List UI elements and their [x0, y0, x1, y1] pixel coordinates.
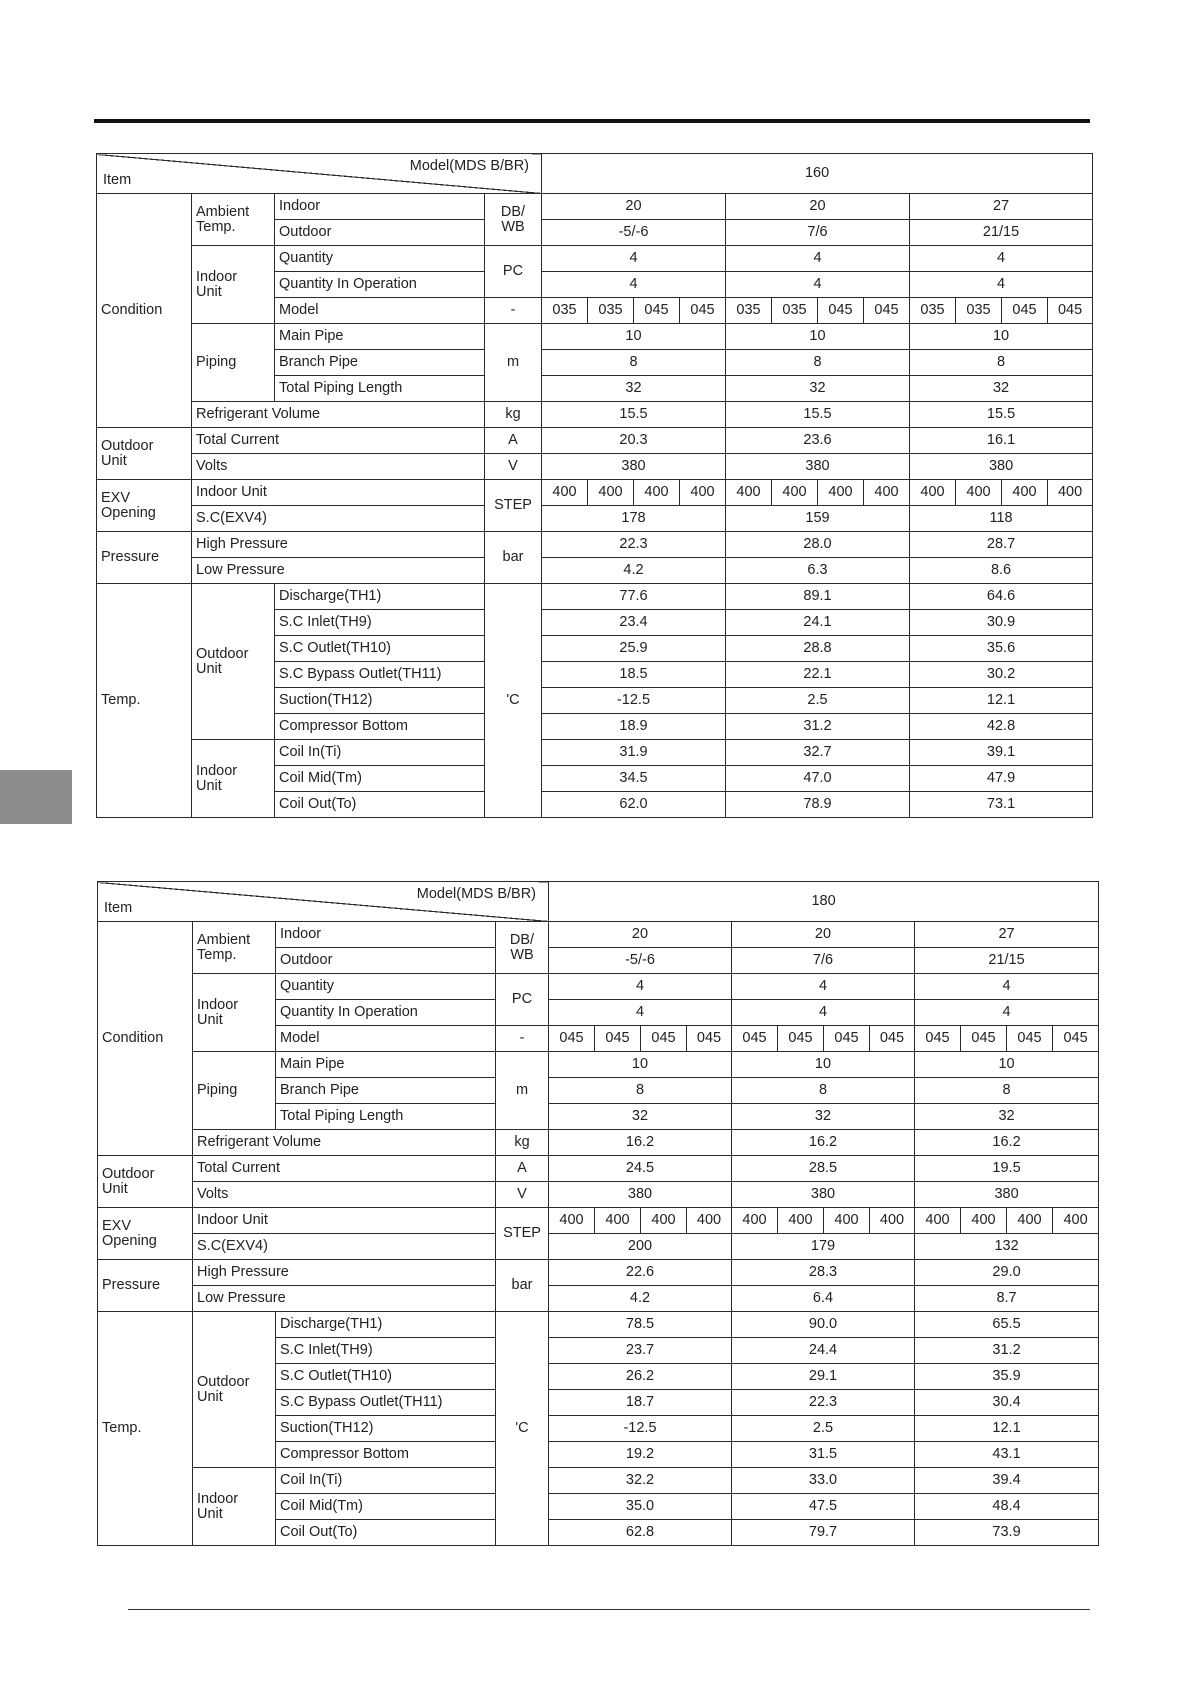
value-cell: 30.2: [910, 662, 1093, 688]
row-label-coil-in: Coil In(Ti): [276, 1468, 496, 1494]
row-label-model: Model: [276, 1026, 496, 1052]
value-cell: 31.9: [542, 740, 726, 766]
group-temp-indoor-unit: Indoor Unit: [192, 740, 275, 818]
group-exv-opening: EXV Opening: [98, 1208, 193, 1260]
exv-cell: 400: [641, 1208, 687, 1234]
row-label-suction: Suction(TH12): [275, 688, 485, 714]
row-label-quantity: Quantity: [276, 974, 496, 1000]
value-cell: 23.6: [726, 428, 910, 454]
value-cell: 30.4: [915, 1390, 1099, 1416]
row-label-volts: Volts: [193, 1182, 496, 1208]
model-cell: 045: [915, 1026, 961, 1052]
unit-bar: bar: [485, 532, 542, 584]
value-cell: -12.5: [542, 688, 726, 714]
value-cell: 29.0: [915, 1260, 1099, 1286]
value-cell: 32: [732, 1104, 915, 1130]
value-cell: 4.2: [542, 558, 726, 584]
unit-a: A: [496, 1156, 549, 1182]
item-header-label: Item: [104, 899, 133, 916]
value-cell: 16.2: [915, 1130, 1099, 1156]
row-label-low-pressure: Low Pressure: [193, 1286, 496, 1312]
row-label-discharge: Discharge(TH1): [275, 584, 485, 610]
item-header-label: Item: [103, 171, 132, 188]
row-label-branch-pipe: Branch Pipe: [276, 1078, 496, 1104]
value-cell: 18.5: [542, 662, 726, 688]
model-cell: 045: [687, 1026, 732, 1052]
item-model-header: [97, 154, 542, 194]
value-cell: 77.6: [542, 584, 726, 610]
capacity-header: 180: [549, 882, 1099, 922]
group-condition: Condition: [97, 194, 192, 428]
exv-cell: 400: [634, 480, 680, 506]
model-cell: 045: [1048, 298, 1093, 324]
model-header-label: Model(MDS B/BR): [409, 158, 529, 174]
value-cell: 10: [542, 324, 726, 350]
value-cell: 7/6: [732, 948, 915, 974]
model-header-label: Model(MDS B/BR): [416, 886, 536, 902]
value-cell: 20: [732, 922, 915, 948]
value-cell: 16.2: [549, 1130, 732, 1156]
unit-celsius: 'C: [485, 584, 542, 818]
group-temp: Temp.: [97, 584, 192, 818]
model-cell: 045: [1053, 1026, 1099, 1052]
group-pressure: Pressure: [98, 1260, 193, 1312]
exv-cell: 400: [588, 480, 634, 506]
value-cell: 22.1: [726, 662, 910, 688]
exv-cell: 400: [870, 1208, 915, 1234]
value-cell: 7/6: [726, 220, 910, 246]
group-indoor-unit: Indoor Unit: [193, 974, 276, 1052]
value-cell: 24.5: [549, 1156, 732, 1182]
exv-cell: 400: [956, 480, 1002, 506]
group-indoor-unit: Indoor Unit: [192, 246, 275, 324]
exv-cell: 400: [778, 1208, 824, 1234]
row-label-indoor: Indoor: [276, 922, 496, 948]
exv-cell: 400: [687, 1208, 732, 1234]
row-label-quantity: Quantity: [275, 246, 485, 272]
unit-dbwb: DB/ WB: [496, 922, 549, 974]
value-cell: 16.2: [732, 1130, 915, 1156]
value-cell: 35.9: [915, 1364, 1099, 1390]
row-label-refrigerant-volume: Refrigerant Volume: [192, 402, 485, 428]
row-label-sc-inlet: S.C Inlet(TH9): [276, 1338, 496, 1364]
value-cell: 78.5: [549, 1312, 732, 1338]
section-tab: [0, 770, 72, 824]
value-cell: 32: [549, 1104, 732, 1130]
exv-cell: 400: [961, 1208, 1007, 1234]
unit-pc: PC: [496, 974, 549, 1026]
unit-kg: kg: [485, 402, 542, 428]
value-cell: 159: [726, 506, 910, 532]
value-cell: 23.4: [542, 610, 726, 636]
model-cell: 035: [772, 298, 818, 324]
unit-m: m: [485, 324, 542, 402]
model-cell: 045: [732, 1026, 778, 1052]
group-ambient-temp: Ambient Temp.: [193, 922, 276, 974]
value-cell: 4: [726, 272, 910, 298]
model-cell: 045: [595, 1026, 641, 1052]
value-cell: 20: [542, 194, 726, 220]
row-label-discharge: Discharge(TH1): [276, 1312, 496, 1338]
value-cell: 4: [915, 974, 1099, 1000]
row-label-indoor-unit: Indoor Unit: [192, 480, 485, 506]
row-label-model: Model: [275, 298, 485, 324]
group-condition: Condition: [98, 922, 193, 1156]
value-cell: 79.7: [732, 1520, 915, 1546]
value-cell: 4: [910, 272, 1093, 298]
value-cell: 27: [910, 194, 1093, 220]
value-cell: 31.2: [726, 714, 910, 740]
value-cell: 33.0: [732, 1468, 915, 1494]
value-cell: 18.9: [542, 714, 726, 740]
value-cell: 73.9: [915, 1520, 1099, 1546]
value-cell: 4: [732, 974, 915, 1000]
exv-cell: 400: [1002, 480, 1048, 506]
value-cell: 32: [915, 1104, 1099, 1130]
value-cell: 2.5: [726, 688, 910, 714]
row-label-sc-outlet: S.C Outlet(TH10): [275, 636, 485, 662]
value-cell: 32.2: [549, 1468, 732, 1494]
exv-cell: 400: [818, 480, 864, 506]
item-model-header: [98, 882, 549, 922]
value-cell: 4: [910, 246, 1093, 272]
row-label-main-pipe: Main Pipe: [275, 324, 485, 350]
exv-cell: 400: [915, 1208, 961, 1234]
exv-cell: 400: [542, 480, 588, 506]
value-cell: 32.7: [726, 740, 910, 766]
value-cell: 30.9: [910, 610, 1093, 636]
unit-dbwb: DB/ WB: [485, 194, 542, 246]
value-cell: 16.1: [910, 428, 1093, 454]
group-pressure: Pressure: [97, 532, 192, 584]
top-rule: [94, 119, 1090, 123]
group-outdoor-unit: Outdoor Unit: [98, 1156, 193, 1208]
value-cell: 4: [549, 1000, 732, 1026]
value-cell: 4: [726, 246, 910, 272]
value-cell: 24.1: [726, 610, 910, 636]
value-cell: 380: [915, 1182, 1099, 1208]
value-cell: 10: [910, 324, 1093, 350]
value-cell: 15.5: [910, 402, 1093, 428]
value-cell: 380: [542, 454, 726, 480]
value-cell: 18.7: [549, 1390, 732, 1416]
model-cell: 045: [864, 298, 910, 324]
model-cell: 035: [726, 298, 772, 324]
value-cell: 21/15: [910, 220, 1093, 246]
value-cell: 28.3: [732, 1260, 915, 1286]
model-cell: 045: [641, 1026, 687, 1052]
row-label-refrigerant-volume: Refrigerant Volume: [193, 1130, 496, 1156]
row-label-main-pipe: Main Pipe: [276, 1052, 496, 1078]
value-cell: 22.3: [542, 532, 726, 558]
row-label-suction: Suction(TH12): [276, 1416, 496, 1442]
value-cell: 8.7: [915, 1286, 1099, 1312]
value-cell: 32: [726, 376, 910, 402]
row-label-sc-outlet: S.C Outlet(TH10): [276, 1364, 496, 1390]
model-cell: 035: [956, 298, 1002, 324]
group-temp-outdoor-unit: Outdoor Unit: [193, 1312, 276, 1468]
row-label-outdoor: Outdoor: [276, 948, 496, 974]
exv-cell: 400: [910, 480, 956, 506]
capacity-header: 160: [542, 154, 1093, 194]
row-label-compressor-bottom: Compressor Bottom: [275, 714, 485, 740]
value-cell: 22.3: [732, 1390, 915, 1416]
exv-cell: 400: [549, 1208, 595, 1234]
value-cell: 4: [915, 1000, 1099, 1026]
value-cell: 178: [542, 506, 726, 532]
value-cell: 6.3: [726, 558, 910, 584]
row-label-quantity-in-operation: Quantity In Operation: [275, 272, 485, 298]
value-cell: 25.9: [542, 636, 726, 662]
value-cell: 47.5: [732, 1494, 915, 1520]
value-cell: 4: [549, 974, 732, 1000]
value-cell: 4: [542, 246, 726, 272]
value-cell: 43.1: [915, 1442, 1099, 1468]
value-cell: 10: [732, 1052, 915, 1078]
value-cell: 15.5: [542, 402, 726, 428]
exv-cell: 400: [1007, 1208, 1053, 1234]
row-label-coil-mid: Coil Mid(Tm): [276, 1494, 496, 1520]
unit-m: m: [496, 1052, 549, 1130]
model-cell: 045: [778, 1026, 824, 1052]
value-cell: 20: [726, 194, 910, 220]
model-cell: 045: [1007, 1026, 1053, 1052]
unit-step: STEP: [496, 1208, 549, 1260]
unit-pc: PC: [485, 246, 542, 298]
value-cell: 39.4: [915, 1468, 1099, 1494]
unit-kg: kg: [496, 1130, 549, 1156]
value-cell: 10: [549, 1052, 732, 1078]
value-cell: 90.0: [732, 1312, 915, 1338]
value-cell: 35.0: [549, 1494, 732, 1520]
value-cell: 28.5: [732, 1156, 915, 1182]
value-cell: -5/-6: [549, 948, 732, 974]
value-cell: 42.8: [910, 714, 1093, 740]
value-cell: 31.2: [915, 1338, 1099, 1364]
value-cell: 12.1: [915, 1416, 1099, 1442]
bottom-rule: [128, 1609, 1090, 1610]
row-label-sc-exv4: S.C(EXV4): [193, 1234, 496, 1260]
row-label-coil-mid: Coil Mid(Tm): [275, 766, 485, 792]
value-cell: 118: [910, 506, 1093, 532]
value-cell: 28.0: [726, 532, 910, 558]
exv-cell: 400: [1048, 480, 1093, 506]
value-cell: 47.0: [726, 766, 910, 792]
value-cell: 20.3: [542, 428, 726, 454]
value-cell: 10: [726, 324, 910, 350]
value-cell: 23.7: [549, 1338, 732, 1364]
value-cell: 34.5: [542, 766, 726, 792]
value-cell: 26.2: [549, 1364, 732, 1390]
value-cell: 20: [549, 922, 732, 948]
model-cell: 045: [634, 298, 680, 324]
row-label-high-pressure: High Pressure: [193, 1260, 496, 1286]
value-cell: 6.4: [732, 1286, 915, 1312]
model-cell: 035: [542, 298, 588, 324]
unit-bar: bar: [496, 1260, 549, 1312]
value-cell: 48.4: [915, 1494, 1099, 1520]
unit-step: STEP: [485, 480, 542, 532]
group-ambient-temp: Ambient Temp.: [192, 194, 275, 246]
value-cell: 2.5: [732, 1416, 915, 1442]
value-cell: 8: [910, 350, 1093, 376]
value-cell: 8.6: [910, 558, 1093, 584]
value-cell: 24.4: [732, 1338, 915, 1364]
model-cell: 045: [870, 1026, 915, 1052]
value-cell: 32: [542, 376, 726, 402]
group-piping: Piping: [193, 1052, 276, 1130]
value-cell: 62.8: [549, 1520, 732, 1546]
unit-dash: -: [496, 1026, 549, 1052]
value-cell: 35.6: [910, 636, 1093, 662]
model-cell: 045: [680, 298, 726, 324]
exv-cell: 400: [1053, 1208, 1099, 1234]
value-cell: 28.8: [726, 636, 910, 662]
row-label-total-current: Total Current: [193, 1156, 496, 1182]
model-cell: 035: [588, 298, 634, 324]
model-cell: 045: [1002, 298, 1048, 324]
value-cell: 380: [549, 1182, 732, 1208]
exv-cell: 400: [864, 480, 910, 506]
value-cell: 65.5: [915, 1312, 1099, 1338]
value-cell: 73.1: [910, 792, 1093, 818]
row-label-sc-exv4: S.C(EXV4): [192, 506, 485, 532]
value-cell: 10: [915, 1052, 1099, 1078]
value-cell: 22.6: [549, 1260, 732, 1286]
value-cell: 47.9: [910, 766, 1093, 792]
row-label-sc-bypass: S.C Bypass Outlet(TH11): [275, 662, 485, 688]
value-cell: 28.7: [910, 532, 1093, 558]
value-cell: 39.1: [910, 740, 1093, 766]
value-cell: 32: [910, 376, 1093, 402]
value-cell: 4: [732, 1000, 915, 1026]
value-cell: 19.2: [549, 1442, 732, 1468]
exv-cell: 400: [732, 1208, 778, 1234]
row-label-volts: Volts: [192, 454, 485, 480]
value-cell: 64.6: [910, 584, 1093, 610]
value-cell: 179: [732, 1234, 915, 1260]
row-label-sc-inlet: S.C Inlet(TH9): [275, 610, 485, 636]
value-cell: 132: [915, 1234, 1099, 1260]
value-cell: 8: [542, 350, 726, 376]
exv-cell: 400: [726, 480, 772, 506]
exv-cell: 400: [680, 480, 726, 506]
value-cell: 12.1: [910, 688, 1093, 714]
row-label-coil-out: Coil Out(To): [276, 1520, 496, 1546]
model-cell: 045: [961, 1026, 1007, 1052]
value-cell: 380: [732, 1182, 915, 1208]
exv-cell: 400: [772, 480, 818, 506]
value-cell: -5/-6: [542, 220, 726, 246]
value-cell: 62.0: [542, 792, 726, 818]
value-cell: 380: [910, 454, 1093, 480]
value-cell: 27: [915, 922, 1099, 948]
value-cell: 21/15: [915, 948, 1099, 974]
unit-v: V: [496, 1182, 549, 1208]
row-label-low-pressure: Low Pressure: [192, 558, 485, 584]
value-cell: 8: [549, 1078, 732, 1104]
unit-a: A: [485, 428, 542, 454]
unit-v: V: [485, 454, 542, 480]
row-label-indoor-unit: Indoor Unit: [193, 1208, 496, 1234]
row-label-total-current: Total Current: [192, 428, 485, 454]
spec-table-180: [97, 881, 1099, 1546]
value-cell: 15.5: [726, 402, 910, 428]
spec-table-160: [96, 153, 1093, 818]
row-label-sc-bypass: S.C Bypass Outlet(TH11): [276, 1390, 496, 1416]
exv-cell: 400: [824, 1208, 870, 1234]
exv-cell: 400: [595, 1208, 641, 1234]
value-cell: 89.1: [726, 584, 910, 610]
value-cell: 4: [542, 272, 726, 298]
row-label-high-pressure: High Pressure: [192, 532, 485, 558]
row-label-outdoor: Outdoor: [275, 220, 485, 246]
value-cell: 200: [549, 1234, 732, 1260]
value-cell: -12.5: [549, 1416, 732, 1442]
value-cell: 19.5: [915, 1156, 1099, 1182]
row-label-coil-out: Coil Out(To): [275, 792, 485, 818]
group-piping: Piping: [192, 324, 275, 402]
value-cell: 8: [726, 350, 910, 376]
value-cell: 31.5: [732, 1442, 915, 1468]
group-outdoor-unit: Outdoor Unit: [97, 428, 192, 480]
model-cell: 045: [824, 1026, 870, 1052]
row-label-indoor: Indoor: [275, 194, 485, 220]
model-cell: 035: [910, 298, 956, 324]
row-label-compressor-bottom: Compressor Bottom: [276, 1442, 496, 1468]
model-cell: 045: [818, 298, 864, 324]
value-cell: 4.2: [549, 1286, 732, 1312]
row-label-total-piping-length: Total Piping Length: [275, 376, 485, 402]
row-label-total-piping-length: Total Piping Length: [276, 1104, 496, 1130]
row-label-branch-pipe: Branch Pipe: [275, 350, 485, 376]
group-temp: Temp.: [98, 1312, 193, 1546]
value-cell: 8: [915, 1078, 1099, 1104]
group-temp-indoor-unit: Indoor Unit: [193, 1468, 276, 1546]
group-exv-opening: EXV Opening: [97, 480, 192, 532]
row-label-quantity-in-operation: Quantity In Operation: [276, 1000, 496, 1026]
unit-celsius: 'C: [496, 1312, 549, 1546]
model-cell: 045: [549, 1026, 595, 1052]
value-cell: 380: [726, 454, 910, 480]
value-cell: 29.1: [732, 1364, 915, 1390]
value-cell: 8: [732, 1078, 915, 1104]
row-label-coil-in: Coil In(Ti): [275, 740, 485, 766]
value-cell: 78.9: [726, 792, 910, 818]
group-temp-outdoor-unit: Outdoor Unit: [192, 584, 275, 740]
unit-dash: -: [485, 298, 542, 324]
